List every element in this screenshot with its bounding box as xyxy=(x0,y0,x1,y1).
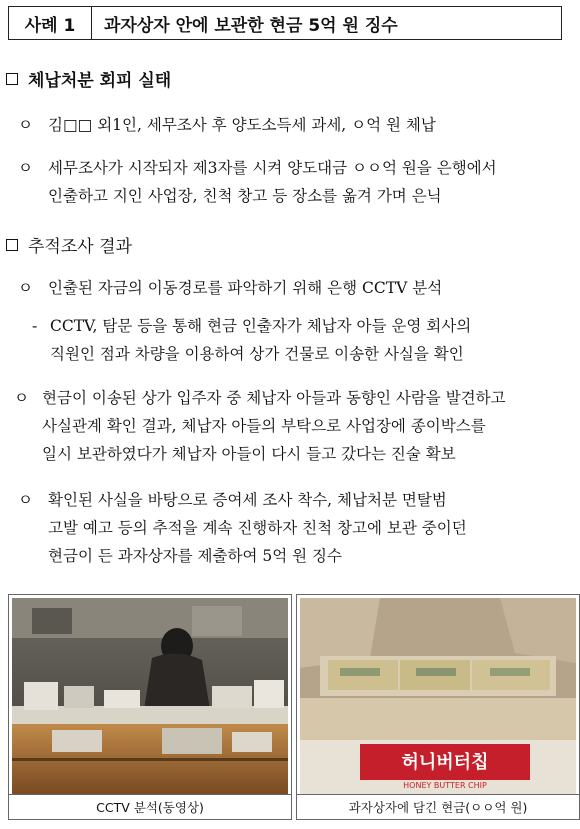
circle-bullet-icon: ㅇ xyxy=(18,159,33,177)
case-label: 사례 1 xyxy=(9,7,92,39)
cash-box-caption: 과자상자에 담긴 현금(ㅇㅇ억 원) xyxy=(297,794,579,819)
section-heading-evasion xyxy=(6,66,171,91)
circle-bullet-icon: ㅇ xyxy=(18,491,33,509)
cctv-image xyxy=(12,598,288,794)
case-header xyxy=(8,6,562,40)
sub-bullet-item: - CCTV, 탐문 등을 통해 현금 인출자가 체납자 아들 운영 회사의 직원인 점과 차량을 이용하여 상가 건물로 이송한 사실을 확인 xyxy=(32,312,471,368)
square-bullet-icon xyxy=(6,73,18,85)
cash-box-photo-panel xyxy=(296,594,580,820)
box-print-en-text: HONEY BUTTER CHIP xyxy=(403,781,487,790)
bullet-item: ㅇ 현금이 이송된 상가 입주자 중 체납자 아들과 동향인 사람을 발견하고 사실관계 확인 결과, 체납자 아들의 부탁으로 사업장에 종이박스를 일시 보관하였다가 체납자 아들이 다시 들고 갔다는 진술 확보 xyxy=(14,384,506,468)
section-title: 추적조사 결과 xyxy=(28,237,132,257)
case-title: 과자상자 안에 보관한 현금 5억 원 징수 xyxy=(104,15,398,36)
section-heading-tracking xyxy=(6,232,132,257)
square-bullet-icon xyxy=(6,239,18,251)
bullet-item: ㅇ 인출된 자금의 이동경로를 파악하기 위해 은행 CCTV 분석 xyxy=(18,274,442,302)
circle-bullet-icon: ㅇ xyxy=(18,116,33,134)
bullet-item: ㅇ 세무조사가 시작되자 제3자를 시켜 양도대금 ㅇㅇ억 원을 은행에서 인출하고 지인 사업장, 친척 창고 등 장소를 옮겨 가며 은닉 xyxy=(18,154,497,210)
box-print-text: 허니버터칩 xyxy=(401,752,489,773)
section-title: 체납처분 회피 실태 xyxy=(28,71,172,91)
bullet-item: ㅇ 확인된 사실을 바탕으로 증여세 조사 착수, 체납처분 면탈범 고발 예고 등의 추적을 계속 진행하자 친척 창고에 보관 중이던 현금이 든 과자상자를 제출하여 5억 원 징수 xyxy=(18,486,467,570)
cctv-caption: CCTV 분석(동영상) xyxy=(9,794,291,819)
cctv-photo-panel xyxy=(8,594,292,820)
cash-box-image xyxy=(300,598,576,794)
circle-bullet-icon: ㅇ xyxy=(14,389,29,407)
bullet-item: ㅇ 김□□ 외1인, 세무조사 후 양도소득세 과세, ㅇ억 원 체납 xyxy=(18,111,436,139)
dash-bullet-icon: - xyxy=(32,317,38,335)
circle-bullet-icon: ㅇ xyxy=(18,279,33,297)
